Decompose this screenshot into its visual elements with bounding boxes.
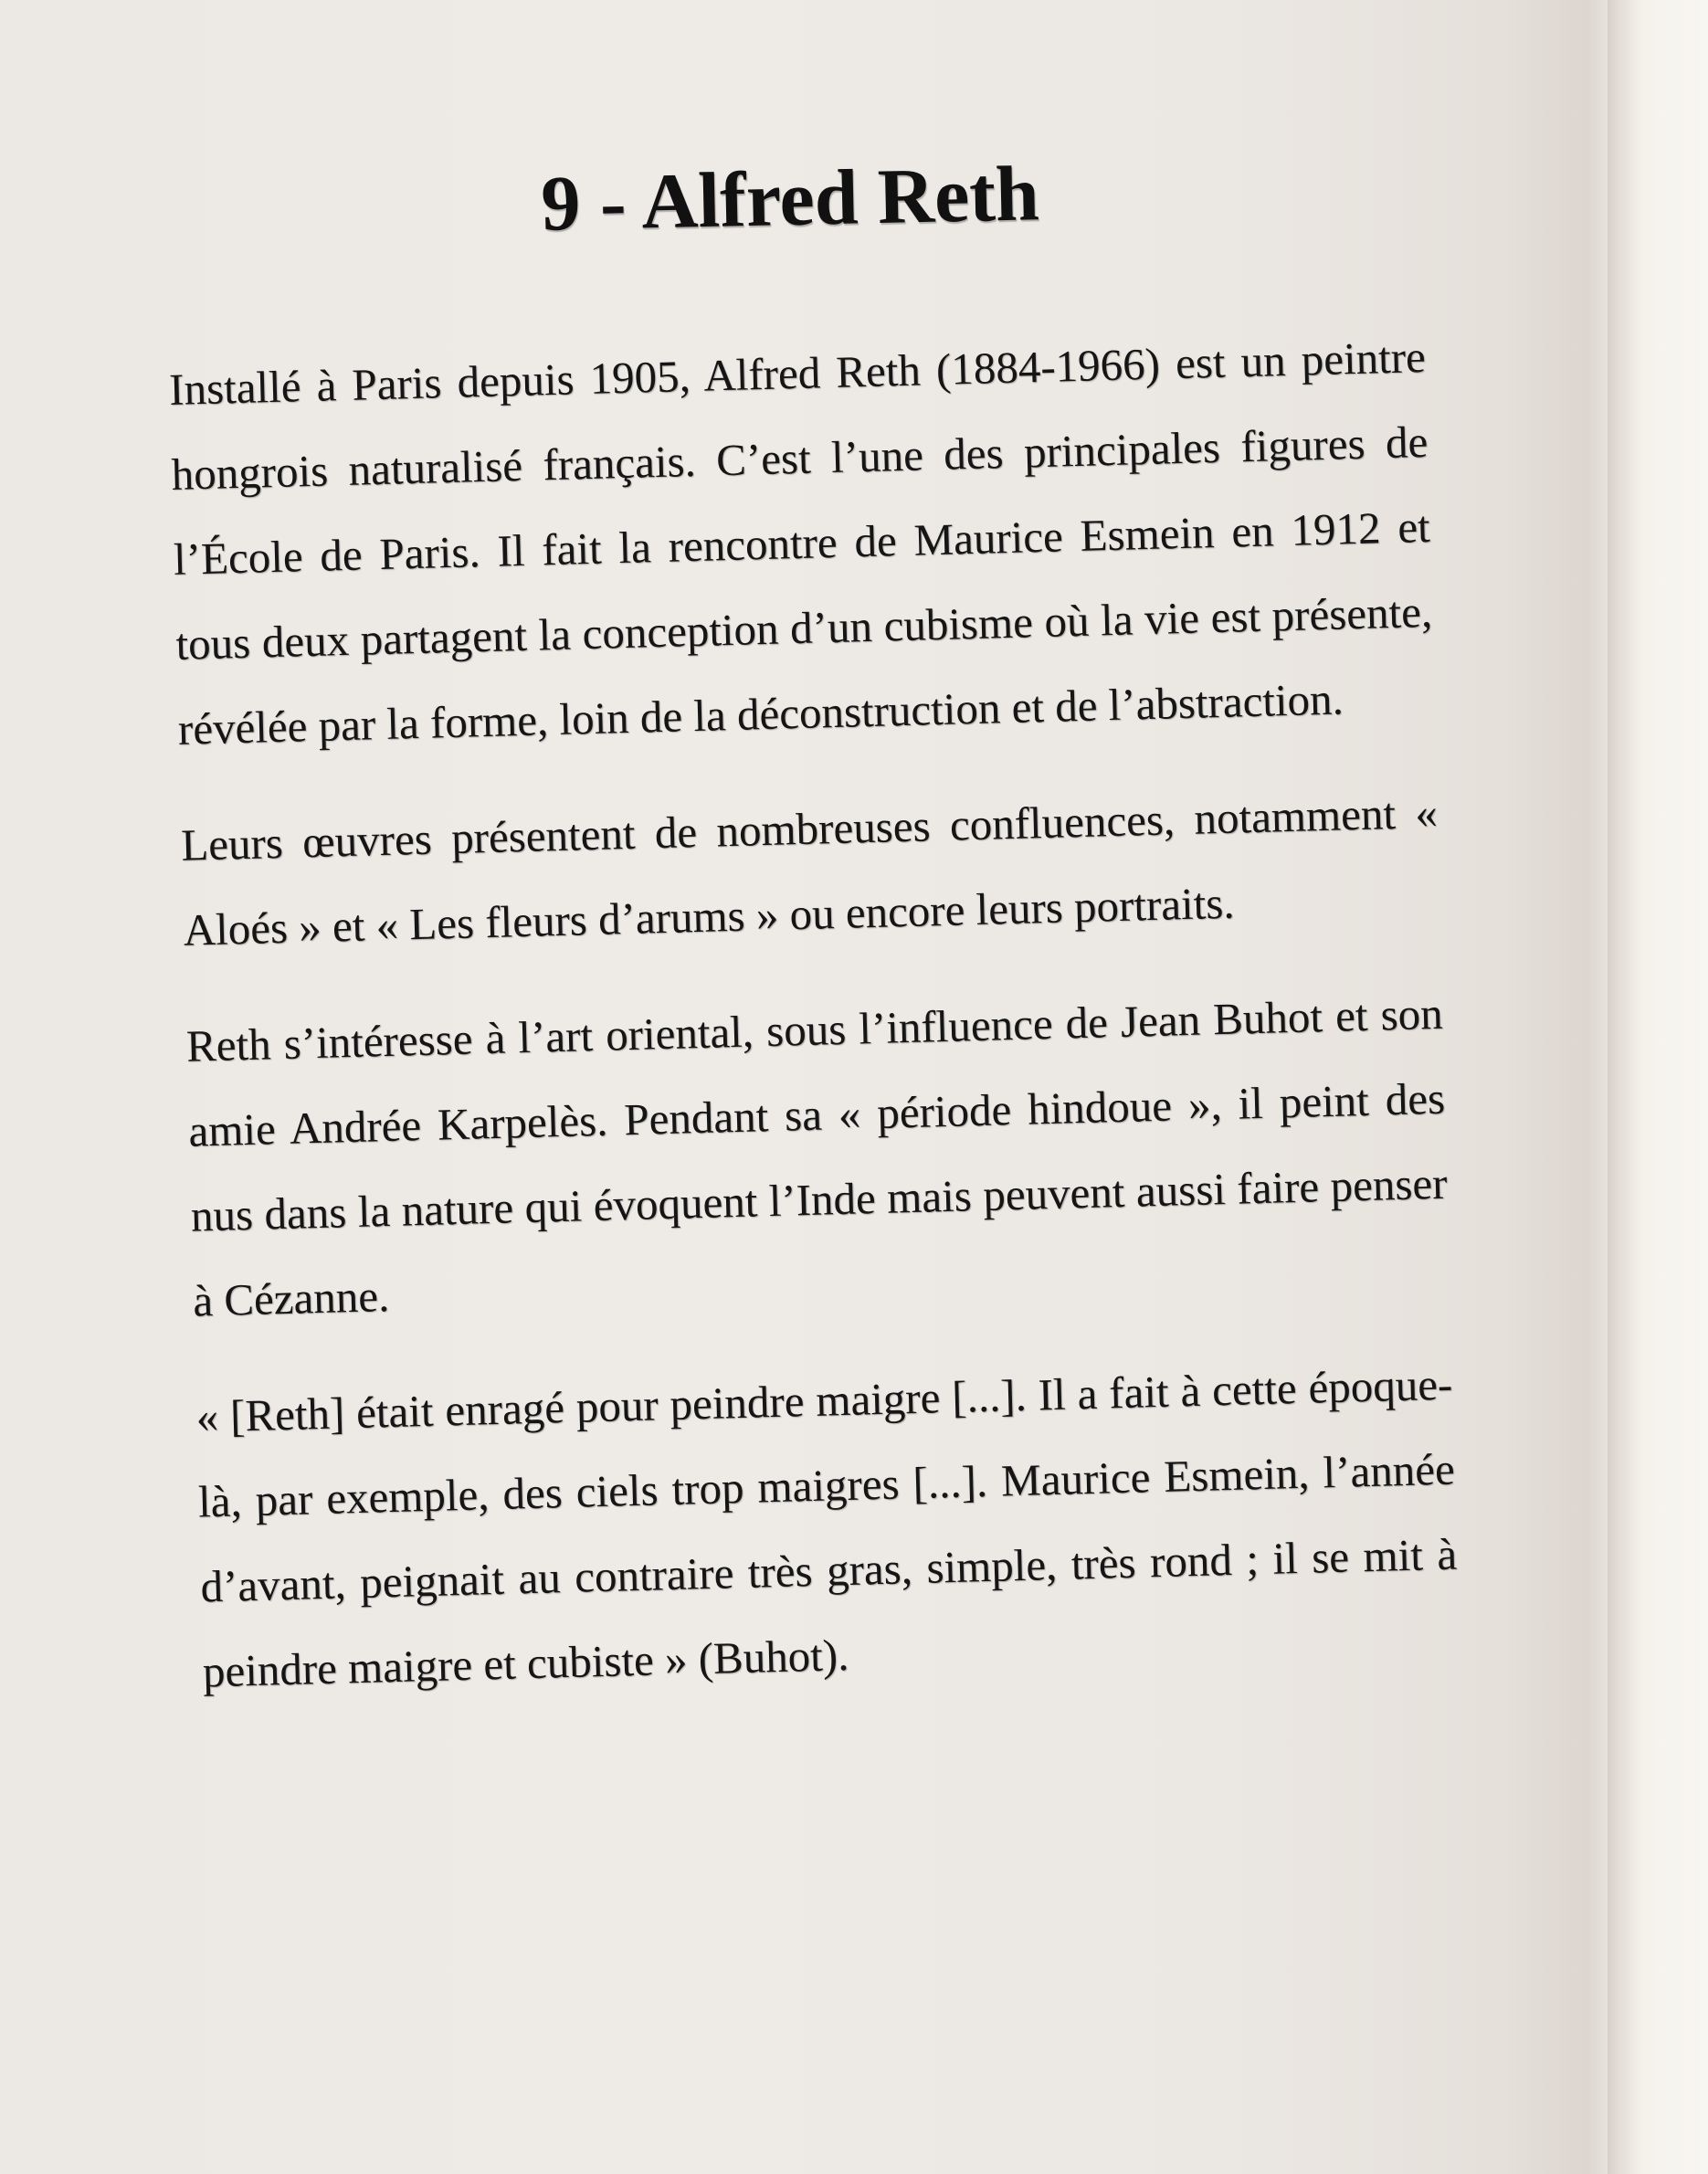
chapter-title: 9 - Alfred Reth	[540, 149, 1040, 248]
next-page-edge	[1608, 0, 1708, 2174]
paragraph-quote: « [Reth] était enragé pour peindre maigre [...]. Il a fait à cette époque-là, par exemple, des ciels trop maigres [...]. Maurice Esmein, l’année d’avant, peignait au contraire très gras, simple, très rond ; il se mit à peindre maigre et cubiste » (Buhot).	[195, 1358, 1458, 1697]
paragraph-introduction: Installé à Paris depuis 1905, Alfred Reth (1884-1966) est un peintre hongrois naturalisé français. C’est l’une des principales figures de l’École de Paris. Il fait la rencontre de Maurice Esmein en 1912 et tous deux partagent la conception d’un cubisme où la vie est présente, révélée par la forme, loin de la déconstruction et de l’abstraction.	[168, 331, 1433, 755]
paragraph-works: Leurs œuvres présentent de nombreuses confluences, notamment « Aloés » et « Les fleurs d’arums » ou encore leurs portraits.	[180, 786, 1439, 955]
body-text	[168, 314, 1461, 1745]
paragraph-oriental-art: Reth s’intéresse à l’art oriental, sous l’influence de Jean Buhot et son amie Andrée Karpelès. Pendant sa « période hindoue », il peint des nus dans la nature qui évoquent l’Inde mais peuvent aussi faire penser à Cézanne.	[185, 987, 1449, 1326]
